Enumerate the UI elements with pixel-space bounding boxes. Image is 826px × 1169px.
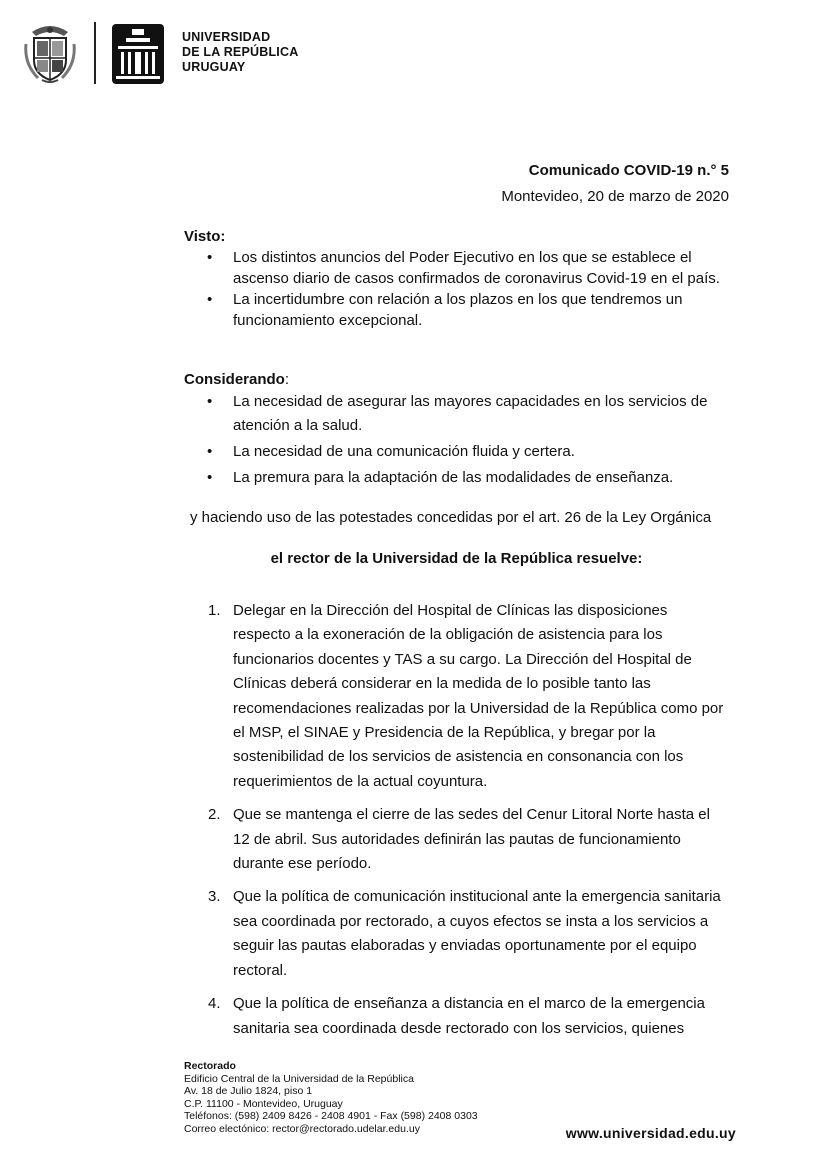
list-item: • Los distintos anuncios del Poder Ejecutivo en los que se establece el ascenso diario de casos confirmados de coronavirus Covid-19 en el país. xyxy=(184,247,729,289)
resolution-text: Delegar en la Dirección del Hospital de Clínicas las disposiciones respecto a la exoneración de la obligación de asistencia para los funcionarios docentes y TAS a su cargo. La Dirección del Hospital de Clínicas deberá considerar en la medida de lo posible tanto las recomendaciones realizadas por la Universidad de la República como por el MSP, el SINAE y Presidencia de la República, y bregar por la sostenibilidad de los servicios de asistencia en consonancia con los requerimientos de la actual coyuntura. xyxy=(233,602,724,790)
footer-line: Av. 18 de Julio 1824, piso 1 xyxy=(184,1085,313,1098)
footer-address xyxy=(184,1060,478,1136)
resolution-number: 4. xyxy=(208,995,221,1013)
university-name-line-3: URUGUAY xyxy=(182,60,246,74)
list-item: • La necesidad de asegurar las mayores capacidades en los servicios de atención a la salud. xyxy=(184,390,729,438)
footer-line: Edificio Central de la Universidad de la República xyxy=(184,1072,414,1085)
resolution-number: 2. xyxy=(208,806,221,824)
resolution-text: Que la política de enseñanza a distancia en el marco de la emergencia sanitaria sea coordinada desde rectorado con los servicios, quienes xyxy=(233,995,705,1037)
considerando-heading: Considerando xyxy=(184,371,285,388)
footer-line: C.P. 11100 - Montevideo, Uruguay xyxy=(184,1097,343,1110)
resolution-item xyxy=(184,803,729,876)
preamble-text: y haciendo uso de las potestades concedidas por el art. 26 de la Ley Orgánica xyxy=(190,509,712,526)
footer-line: Teléfonos: (598) 2409 8426 - 2408 4901 - Fax (598) 2408 0303 xyxy=(184,1110,478,1123)
university-building-logo-icon xyxy=(112,24,164,84)
letterhead xyxy=(24,22,424,86)
document-title: Comunicado COVID-19 n.° 5 xyxy=(528,162,729,179)
footer-line: Correo electónico: rector@rectorado.udelar.edu.uy xyxy=(184,1122,420,1135)
considerando-list xyxy=(184,390,729,490)
resolutions-list xyxy=(184,599,729,1050)
resolution-number: 1. xyxy=(208,602,221,619)
considerando-section xyxy=(184,369,729,492)
considerando-colon: : xyxy=(284,371,290,388)
resolution-text: Que la política de comunicación institucional ante la emergencia sanitaria sea coordinada por rectorado, a cuyos efectos se insta a los servicios a seguir las pautas elaboradas y enviadas oportunamente por el equipo rectoral. xyxy=(233,888,721,979)
visto-section xyxy=(184,226,729,331)
resolution-item xyxy=(184,992,729,1041)
resolution-number: 3. xyxy=(208,888,221,906)
list-item: • La necesidad de una comunicación fluida y certera. xyxy=(184,440,729,464)
university-name xyxy=(182,30,298,75)
resolve-heading: el rector de la Universidad de la República resuelve: xyxy=(270,550,643,567)
resolution-item xyxy=(184,885,729,983)
university-name-line-1: UNIVERSIDAD xyxy=(182,30,271,44)
visto-heading: Visto: xyxy=(184,228,226,245)
header-divider xyxy=(94,22,96,84)
university-name-line-2: DE LA REPÚBLICA xyxy=(182,45,299,59)
considerando-heading-row xyxy=(184,369,729,390)
resolution-item xyxy=(184,599,729,794)
resolution-text: Que se mantenga el cierre de las sedes del Cenur Litoral Norte hasta el 12 de abril. Sus autoridades definirán las pautas de funcionamiento durante ese período. xyxy=(233,806,710,873)
footer-website: www.universidad.edu.uy xyxy=(565,1125,736,1141)
list-item: • La premura para la adaptación de las modalidades de enseñanza. xyxy=(184,466,729,490)
coat-of-arms-icon xyxy=(24,24,76,84)
visto-list xyxy=(184,247,729,331)
footer-title: Rectorado xyxy=(184,1060,236,1072)
list-item: • La incertidumbre con relación a los plazos en los que tendremos un funcionamiento excepcional. xyxy=(184,289,729,331)
document-date: Montevideo, 20 de marzo de 2020 xyxy=(501,188,729,205)
